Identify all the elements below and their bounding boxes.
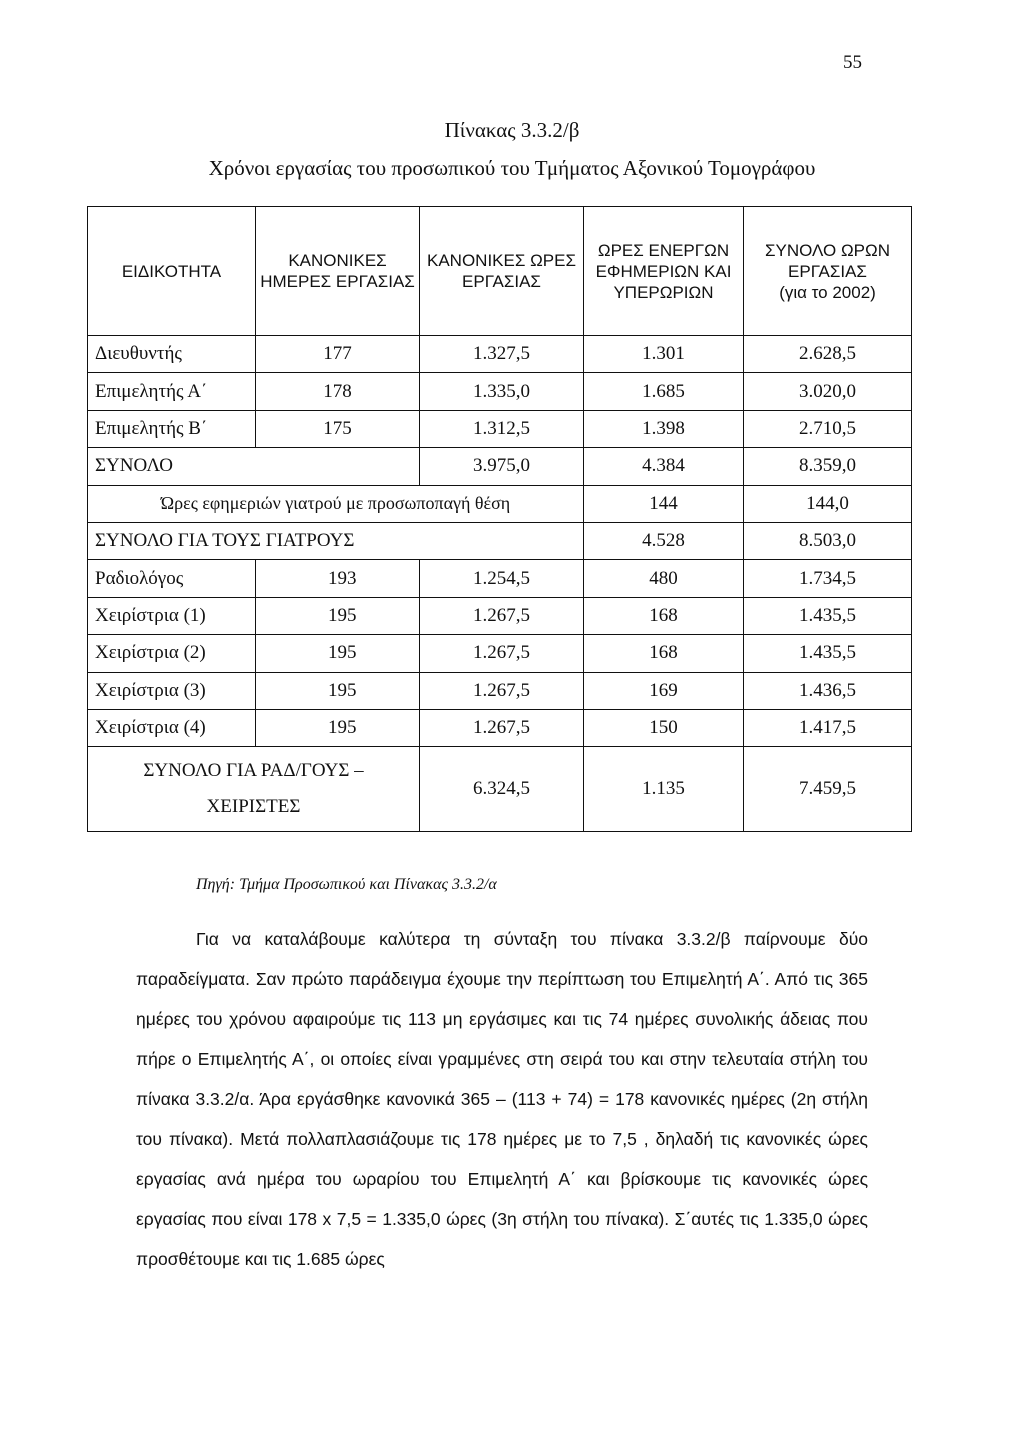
doctors-total-oncall: 4.384 — [584, 448, 744, 485]
row-total: 1.734,5 — [744, 560, 912, 597]
row-days: 193 — [256, 560, 420, 597]
table-row — [88, 597, 912, 634]
row-days: 177 — [256, 336, 420, 373]
row-name: Επιμελητής Α΄ — [88, 373, 256, 410]
header-total-note: (για το 2002) — [779, 282, 876, 302]
doctors-grand-total-row — [88, 522, 912, 559]
table-source: Πηγή: Τμήμα Προσωπικού και Πίνακας 3.3.2/α — [196, 876, 497, 893]
staff-total-row — [88, 747, 912, 832]
row-hours: 1.267,5 — [420, 635, 584, 672]
row-oncall: 1.685 — [584, 373, 744, 410]
row-oncall: 1.398 — [584, 410, 744, 447]
row-hours: 1.254,5 — [420, 560, 584, 597]
row-days: 195 — [256, 672, 420, 709]
row-hours: 1.312,5 — [420, 410, 584, 447]
table-row — [88, 709, 912, 746]
table-row — [88, 373, 912, 410]
row-oncall: 1.301 — [584, 336, 744, 373]
table-caption: Πίνακας 3.3.2/β — [444, 118, 580, 142]
staff-total-total: 7.459,5 — [744, 747, 912, 832]
table-row — [88, 635, 912, 672]
staff-total-label-line1: ΣΥΝΟΛΟ ΓΙΑ ΡΑΔ/ΓΟΥΣ – — [143, 760, 364, 782]
doctors-grand-total-oncall: 4.528 — [584, 522, 744, 559]
body-paragraph: Για να καταλάβουμε καλύτερα τη σύνταξη του πίνακα 3.3.2/β παίρνουμε δύο παραδείγματα. Σαν πρώτο παράδειγμα έχουμε την περίπτωση του Επιμελητή Α΄. Από τις 365 ημέρες του χρόνου αφαιρούμε τις 113 μη εργάσιμες και τις 74 ημέρες συνολικής άδειας που πήρε ο Επιμελητής Α΄, οι οποίες είναι γραμμένες στη σειρά του και στην τελευταία στήλη του πίνακα 3.3.2/α. Άρα εργάσθηκε κανονικά 365 – (113 + 74) = 178 κανονικές ημέρες (2η στήλη του πίνακα). Μετά πολλαπλασιάζουμε τις 178 ημέρες με το 7,5 , δηλαδή τις κανονικές ώρες εργασίας ανά ημέρα του ωραρίου του Επιμελητή Α΄ και βρίσκουμε τις κανονικές ώρες εργασίας που είναι 178 x 7,5 = 1.335,0 ώρες (3η στήλη του πίνακα). Σ΄αυτές τις 1.335,0 ώρες προσθέτουμε και τις 1.685 ώρες — [136, 929, 868, 1269]
row-total: 3.020,0 — [744, 373, 912, 410]
row-oncall: 169 — [584, 672, 744, 709]
row-oncall: 168 — [584, 597, 744, 634]
body-text — [136, 919, 868, 1279]
row-oncall: 480 — [584, 560, 744, 597]
row-days: 195 — [256, 635, 420, 672]
row-name: Χειρίστρια (1) — [88, 597, 256, 634]
table-row — [88, 672, 912, 709]
row-name: Ραδιολόγος — [88, 560, 256, 597]
work-hours-table — [87, 206, 912, 832]
row-hours: 1.335,0 — [420, 373, 584, 410]
row-name: Χειρίστρια (4) — [88, 709, 256, 746]
row-total: 1.417,5 — [744, 709, 912, 746]
row-name: Χειρίστρια (2) — [88, 635, 256, 672]
table-header-row — [88, 207, 912, 336]
header-specialty: ΕΙΔΙΚΟΤΗΤΑ — [88, 207, 256, 336]
row-hours: 1.267,5 — [420, 709, 584, 746]
page-number: 55 — [843, 52, 862, 73]
doctors-grand-total-label: ΣΥΝΟΛΟ ΓΙΑ ΤΟΥΣ ΓΙΑΤΡΟΥΣ — [88, 522, 584, 559]
staff-total-oncall: 1.135 — [584, 747, 744, 832]
header-oncall: ΩΡΕΣ ΕΝΕΡΓΩΝ ΕΦΗΜΕΡΙΩΝ ΚΑΙ ΥΠΕΡΩΡΙΩΝ — [584, 207, 744, 336]
oncall-doctor-total: 144,0 — [744, 485, 912, 522]
staff-total-label-line2: ΧΕΙΡΙΣΤΕΣ — [206, 796, 301, 818]
row-days: 195 — [256, 709, 420, 746]
header-hours: ΚΑΝΟΝΙΚΕΣ ΩΡΕΣ ΕΡΓΑΣΙΑΣ — [420, 207, 584, 336]
row-hours: 1.267,5 — [420, 597, 584, 634]
row-total: 2.710,5 — [744, 410, 912, 447]
row-oncall: 168 — [584, 635, 744, 672]
table-row — [88, 336, 912, 373]
row-name: Διευθυντής — [88, 336, 256, 373]
row-total: 2.628,5 — [744, 336, 912, 373]
table-row — [88, 560, 912, 597]
row-days: 178 — [256, 373, 420, 410]
oncall-doctor-oncall: 144 — [584, 485, 744, 522]
row-total: 1.435,5 — [744, 597, 912, 634]
table-row — [88, 410, 912, 447]
table-title: Χρόνοι εργασίας του προσωπικού του Τμήματος Αξονικού Τομογράφου — [208, 156, 816, 180]
row-days: 175 — [256, 410, 420, 447]
staff-total-hours: 6.324,5 — [420, 747, 584, 832]
oncall-doctor-label: Ώρες εφημεριών γιατρού με προσωποπαγή θέση — [88, 485, 584, 522]
row-total: 1.436,5 — [744, 672, 912, 709]
doctors-total-hours: 3.975,0 — [420, 448, 584, 485]
row-hours: 1.327,5 — [420, 336, 584, 373]
row-name: Χειρίστρια (3) — [88, 672, 256, 709]
header-total-label: ΣΥΝΟΛΟ ΩΡΩΝ ΕΡΓΑΣΙΑΣ — [764, 240, 891, 281]
doctors-grand-total-total: 8.503,0 — [744, 522, 912, 559]
oncall-doctor-row — [88, 485, 912, 522]
doctors-total-label: ΣΥΝΟΛΟ — [88, 448, 420, 485]
doctors-total-row — [88, 448, 912, 485]
header-total — [744, 207, 912, 336]
row-oncall: 150 — [584, 709, 744, 746]
staff-total-label — [88, 747, 420, 832]
doctors-total-total: 8.359,0 — [744, 448, 912, 485]
row-name: Επιμελητής Β΄ — [88, 410, 256, 447]
row-total: 1.435,5 — [744, 635, 912, 672]
row-days: 195 — [256, 597, 420, 634]
header-days: ΚΑΝΟΝΙΚΕΣ ΗΜΕΡΕΣ ΕΡΓΑΣΙΑΣ — [256, 207, 420, 336]
row-hours: 1.267,5 — [420, 672, 584, 709]
